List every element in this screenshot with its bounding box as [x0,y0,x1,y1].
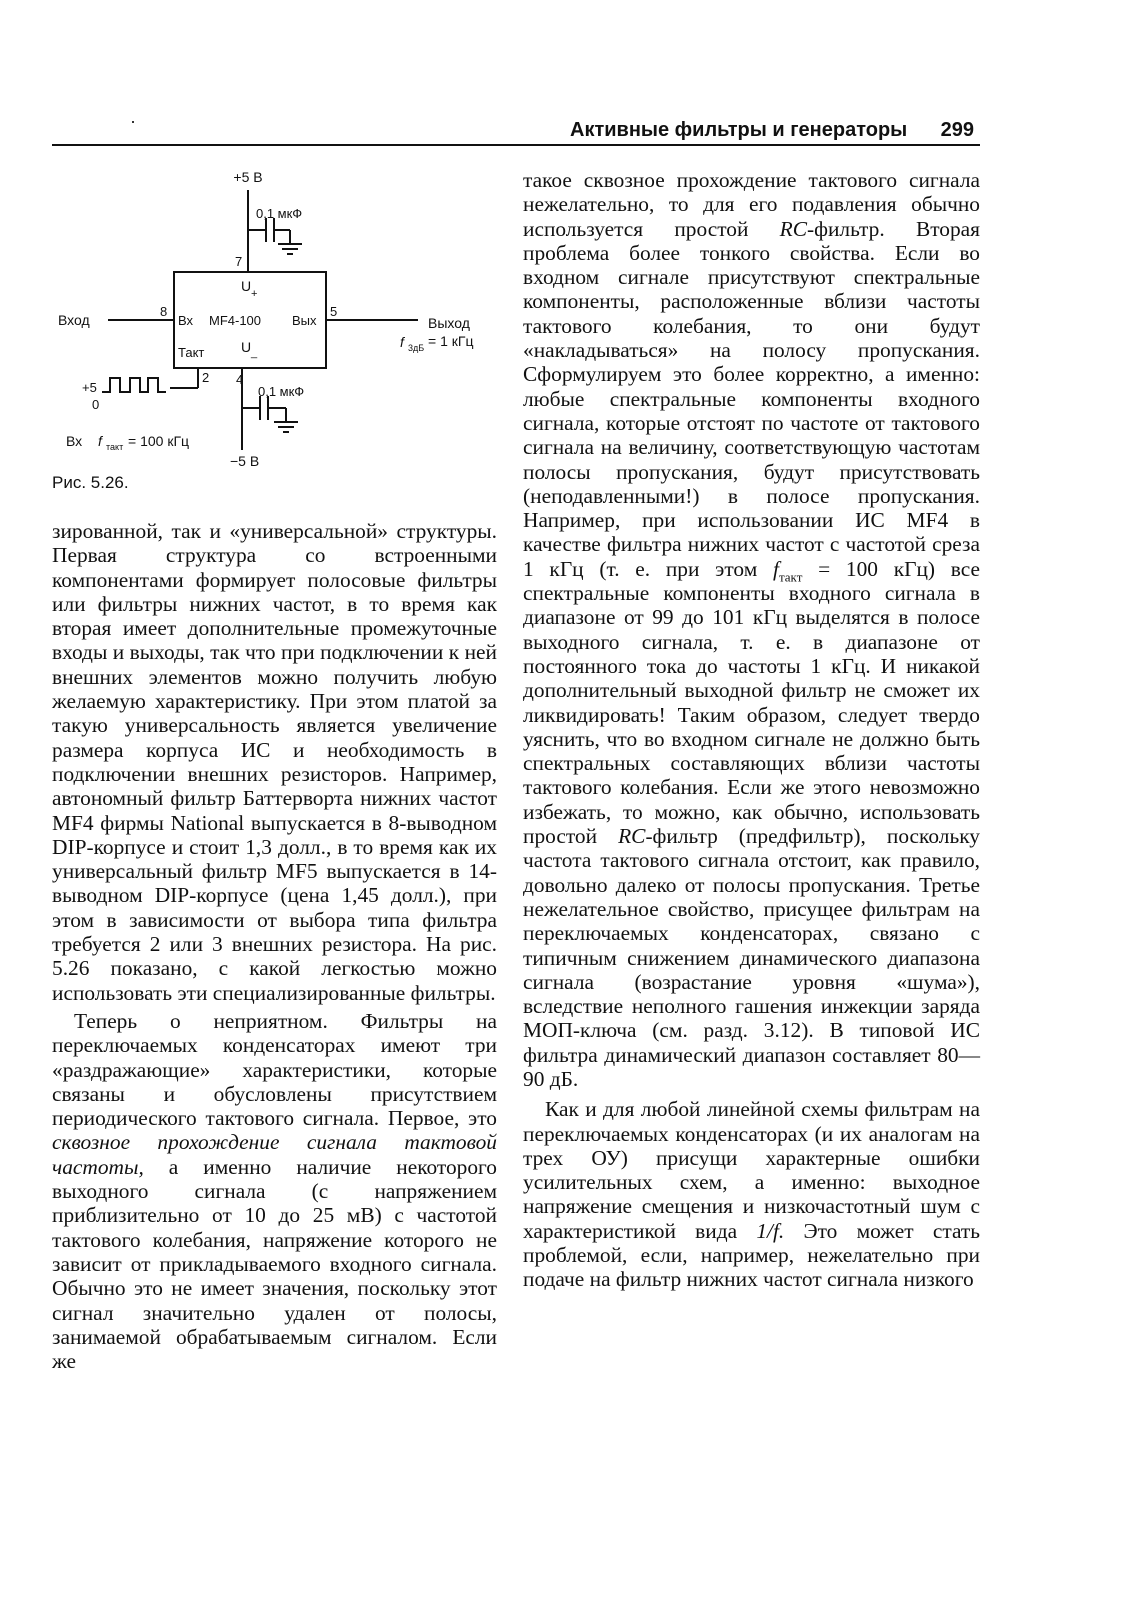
right-p1-rc-2: RC [618,824,646,849]
vplus-sub: + [251,288,258,300]
vminus-sub: _ [251,347,258,359]
output-label: Выход [428,315,470,331]
supply-neg-label: −5 В [230,453,260,469]
pin-2-label: 2 [202,370,210,385]
circuit-diagram [52,160,502,480]
figure-caption: Рис. 5.26. [52,473,129,492]
right-p1-f-sub: такт [778,569,803,585]
pin-5-label: 5 [330,304,338,319]
pin-8-label: 8 [160,304,168,319]
right-p1-text-a: такое сквозное прохождение тактового сигнала нежелательно, то для его подавления обычно используется простой [523,168,980,241]
chip-name: MF4-100 [209,313,262,328]
clock-high-label: +5 [82,380,97,395]
left-paragraph-1: зированной, так и «универсальной» структуры. Первая структура со встроенными компонентами формирует полосовые фильтры или фильтры нижних частот, в то время как вторая имеет дополнительные промежуточные входы и выходы, так что при подключении к ней внешних элементов можно получить любую желаемую характеристику. При этом платой за такую универсальность является увеличение размера корпуса ИС и необходимость в подключении внешних резисторов. Например, автономный фильтр Баттерворта нижних частот MF4 фирмы National выпускается в 8-выводном DIP-корпусе и стоит 1,3 долл., в то время как их универсальный фильтр MF5 выпускается в 14-выводном DIP-корпусе (цена 1,45 долл.), при этом в зависимости от выбора типа фильтра требуется 2 или 3 внешних резистора. На рис. 5.26 показано, с какой легкостью можно использовать эти специализированные фильтры. [52,519,497,1005]
right-p1-f-symbol: f [772,556,779,581]
right-p1-text-c: = 100 кГц) все спектральные компоненты входного сигнала в диапазоне от 99 до 101 кГц выделятся в полосе выходного сигнала, т. е. в диапазоне от постоянного тока до частоты 1 кГц. И никакой дополнительный выходной фильтр не сможет их ликвидировать! Таким образом, следует твердо уяснить, что во входном сигнале не должно быть спектральных составляющих вблизи частоты тактового колебания. Если же этого невозможно избежать, то можно, как обычно, использовать простой [523,556,980,849]
vminus-label: U [241,339,252,355]
right-p2-text-a: Как и для любой линейной схемы фильтрам на переключаемых конденсаторах (и их аналогам на трех ОУ) присущи характерные ошибки усилительных схем, а именно: выходное напряжение смещения и низкочастотный шум с характеристикой вида [523,1097,980,1243]
vplus-label: U [241,278,252,294]
output-freq-value: = 1 кГц [428,333,474,349]
clock-low-label: 0 [92,397,100,412]
clock-waveform [102,378,166,392]
header-rule [52,144,980,146]
speck [132,121,134,123]
clock-freq-symbol: f [98,433,102,449]
right-p2-emphasis: 1/f. [756,1218,785,1243]
clock-freq-value: = 100 кГц [128,433,190,449]
right-column [523,168,980,1292]
right-p1-rc-1: RC [779,216,807,241]
pin-out-label: Вых [292,313,317,328]
circuit-figure [52,160,502,480]
pin-7-label: 7 [235,254,243,269]
pin-clock-label: Такт [178,345,205,360]
running-head [560,119,980,145]
right-p2-text-b: Это может стать проблемой, если, например, нежелательно при подаче на фильтр нижних частот сигнала низкого [523,1218,980,1292]
right-paragraph-1 [523,168,980,1091]
input-label: Вход [58,312,90,328]
cap-top-label: 0,1 мкФ [256,206,303,221]
right-p1-text-b: -фильтр. Вторая проблема более тонкого свойства. Если во входном сигнале присутствуют спектральные компоненты, расположенные вблизи частоты тактового колебания, то они будут «накладываться» на полосу пропускания. Сформулируем это более корректно, а именно: любые спектральные компоненты входного сигнала, которые отстоят по частоте от тактового сигнала на величину, соответствующую частотам полосы пропускания, будут присутствовать (неподавленными!) в полосе пропускания. Например, при использовании ИС MF4 в качестве фильтра нижних частот с частотой среза 1 кГц (т. е. при этом [523,216,980,581]
cap-bottom-label: 0,1 мкФ [258,384,305,399]
right-paragraph-2 [523,1097,980,1291]
output-freq-sub: 3дБ [408,343,425,353]
output-freq-symbol: f [400,334,404,350]
clock-freq-sub: такт [106,442,124,452]
page-number: 299 [940,119,974,141]
left-paragraph-2 [52,1009,497,1373]
running-title: Активные фильтры и генераторы [570,119,908,141]
left-p2-emphasis: сквозное прохождение сигнала тактовой частоты, [52,1130,497,1179]
left-column [52,519,497,1373]
pin-4-label: 4 [236,372,244,387]
pin-in-label: Вх [178,313,194,328]
left-p2-text-b: а именно наличие некоторого выходного сигнала (с напряжением приблизительно от 10 до 25 мВ) с частотой тактового колебания, напряжение которого не зависит от прикладываемого входного сигнала. Обычно это не имеет значения, поскольку этот сигнал значительно удален от полосы, занимаемой обрабатываемым сигналом. Если же [52,1154,497,1374]
left-p2-text-a: Теперь о неприятном. Фильтры на переключаемых конденсаторах имеют три «раздражающие» характеристики, которые связаны и обусловлены присутствием периодического тактового сигнала. Первое, это [52,1008,497,1131]
clock-input-label: Вх [66,433,83,449]
supply-pos-label: +5 В [233,169,263,185]
right-p1-text-d: -фильтр (предфильтр), поскольку частота тактового сигнала отстоит, как правило, довольно далеко от полосы пропускания. Третье нежелательное свойство, присущее фильтрам на переключаемых конденсаторах, связано с типичным снижением динамического диапазона сигнала (возрастание уровня «шума»), вследствие неполного гашения инжекции заряда МОП-ключа (см. разд. 3.12). В типовой ИС фильтра динамический диапазон составляет 80—90 дБ. [523,824,980,1091]
